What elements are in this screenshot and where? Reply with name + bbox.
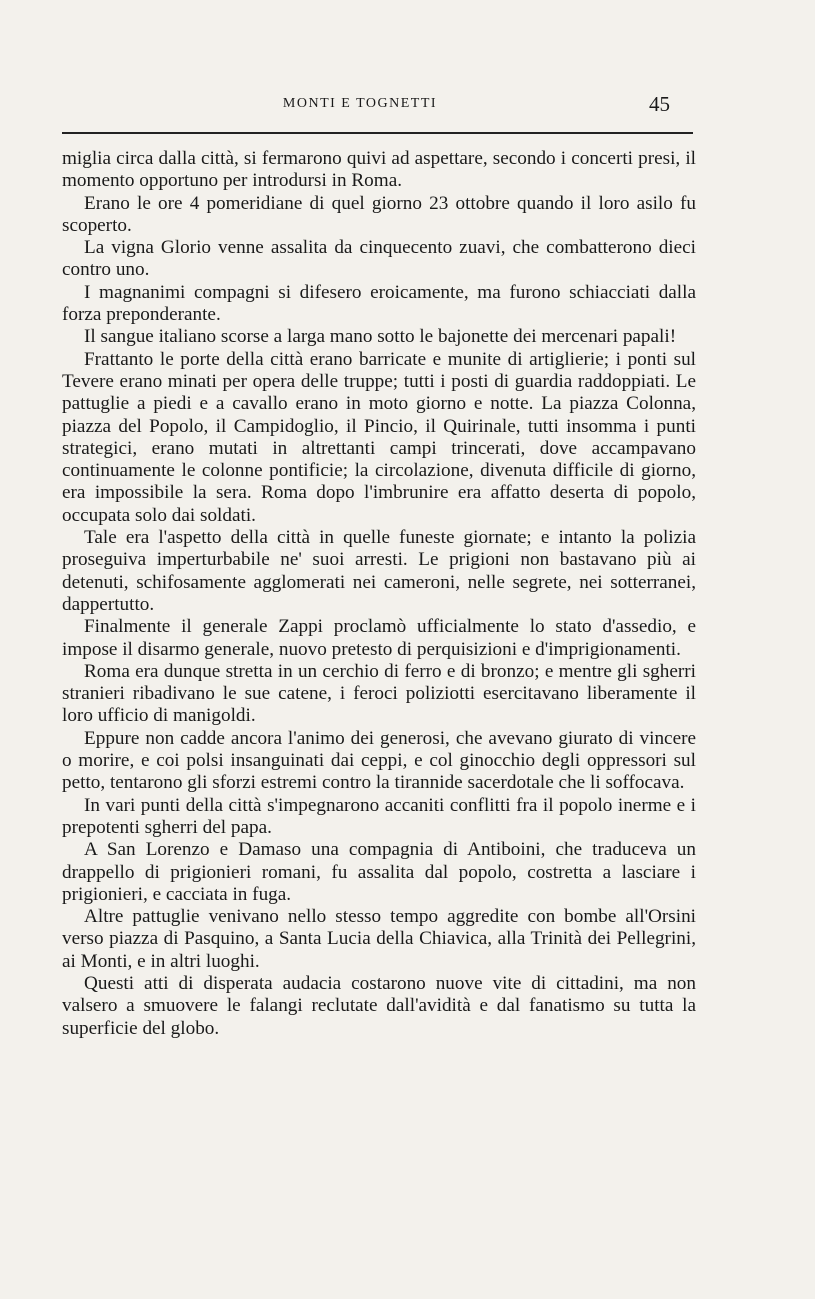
paragraph: I magnanimi compagni si difesero eroicamente, ma furono schiacciati dalla forza preponderante.: [62, 281, 696, 326]
header-rule: [62, 132, 693, 134]
paragraph: Erano le ore 4 pomeridiane di quel giorno 23 ottobre quando il loro asilo fu scoperto.: [62, 192, 696, 236]
paragraph: Finalmente il generale Zappi proclamò ufficialmente lo stato d'assedio, e impose il disarmo generale, nuovo pretesto di perquisizioni e d'imprigionamenti.: [62, 616, 696, 660]
body-text: [62, 148, 696, 1040]
running-head: [60, 92, 700, 116]
running-title: MONTI E TOGNETTI: [282, 96, 438, 111]
paragraph: Questi atti di disperata audacia costarono nuove vite di cittadini, ma non valsero a smuovere le falangi reclutate dall'avidità e dal fanatismo su tutta la superficie del globo.: [62, 972, 696, 1039]
paragraph: Il sangue italiano scorse a larga mano sotto le bajonette dei mercenari papali!: [84, 326, 677, 348]
page-number: 45: [649, 92, 670, 116]
paragraph: Roma era dunque stretta in un cerchio di ferro e di bronzo; e mentre gli sgherri stranieri ribadivano le sue catene, i feroci poliziotti esercitavano liberamente il loro ufficio di manigoldi.: [62, 660, 696, 727]
paragraph: Frattanto le porte della città erano barricate e munite di artiglierie; i ponti sul Tevere erano minati per opera delle truppe; tutti i posti di guardia raddoppiati. Le pattuglie a piedi e a cavallo erano in moto giorno e notte. La piazza Colonna, piazza del Popolo, il Campidoglio, il Pincio, il Quirinale, tutti insomma i punti strategici, erano mutati in altrettanti campi trincerati, dove accampavano continuamente le colonne pontificie; la circolazione, divenuta difficile di giorno, era impossibile la sera. Roma dopo l'imbrunire era affatto deserta di popolo, occupata solo dai soldati.: [62, 348, 696, 526]
paragraph: Tale era l'aspetto della città in quelle funeste giornate; e intanto la polizia proseguiva imperturbabile ne' suoi arresti. Le prigioni non bastavano più ai detenuti, schifosamente agglomerati nei cameroni, nelle segrete, nei sotterranei, dappertutto.: [62, 527, 696, 615]
paragraph: Altre pattuglie venivano nello stesso tempo aggredite con bombe all'Orsini verso piazza di Pasquino, a Santa Lucia della Chiavica, alla Trinità dei Pellegrini, ai Monti, e in altri luoghi.: [62, 906, 696, 972]
paragraph: A San Lorenzo e Damaso una compagnia di Antiboini, che traduceva un drappello di prigionieri romani, fu assalita dal popolo, costretta a lasciare i prigionieri, e cacciata in fuga.: [62, 839, 696, 905]
paragraph: La vigna Glorio venne assalita da cinquecento zuavi, che combatterono dieci contro uno.: [62, 237, 696, 281]
paragraph: In vari punti della città s'impegnarono accaniti conflitti fra il popolo inerme e i prepotenti sgherri del papa.: [62, 794, 696, 838]
paragraph: Eppure non cadde ancora l'animo dei generosi, che avevano giurato di vincere o morire, e coi polsi insanguinati dai ceppi, e col ginocchio degli oppressori sul petto, tentarono gli sforzi estremi contro la tirannide sacerdotale che li soffocava.: [62, 727, 696, 794]
paragraph: miglia circa dalla città, si fermarono quivi ad aspettare, secondo i concerti presi, il momento opportuno per introdursi in Roma.: [62, 148, 696, 192]
